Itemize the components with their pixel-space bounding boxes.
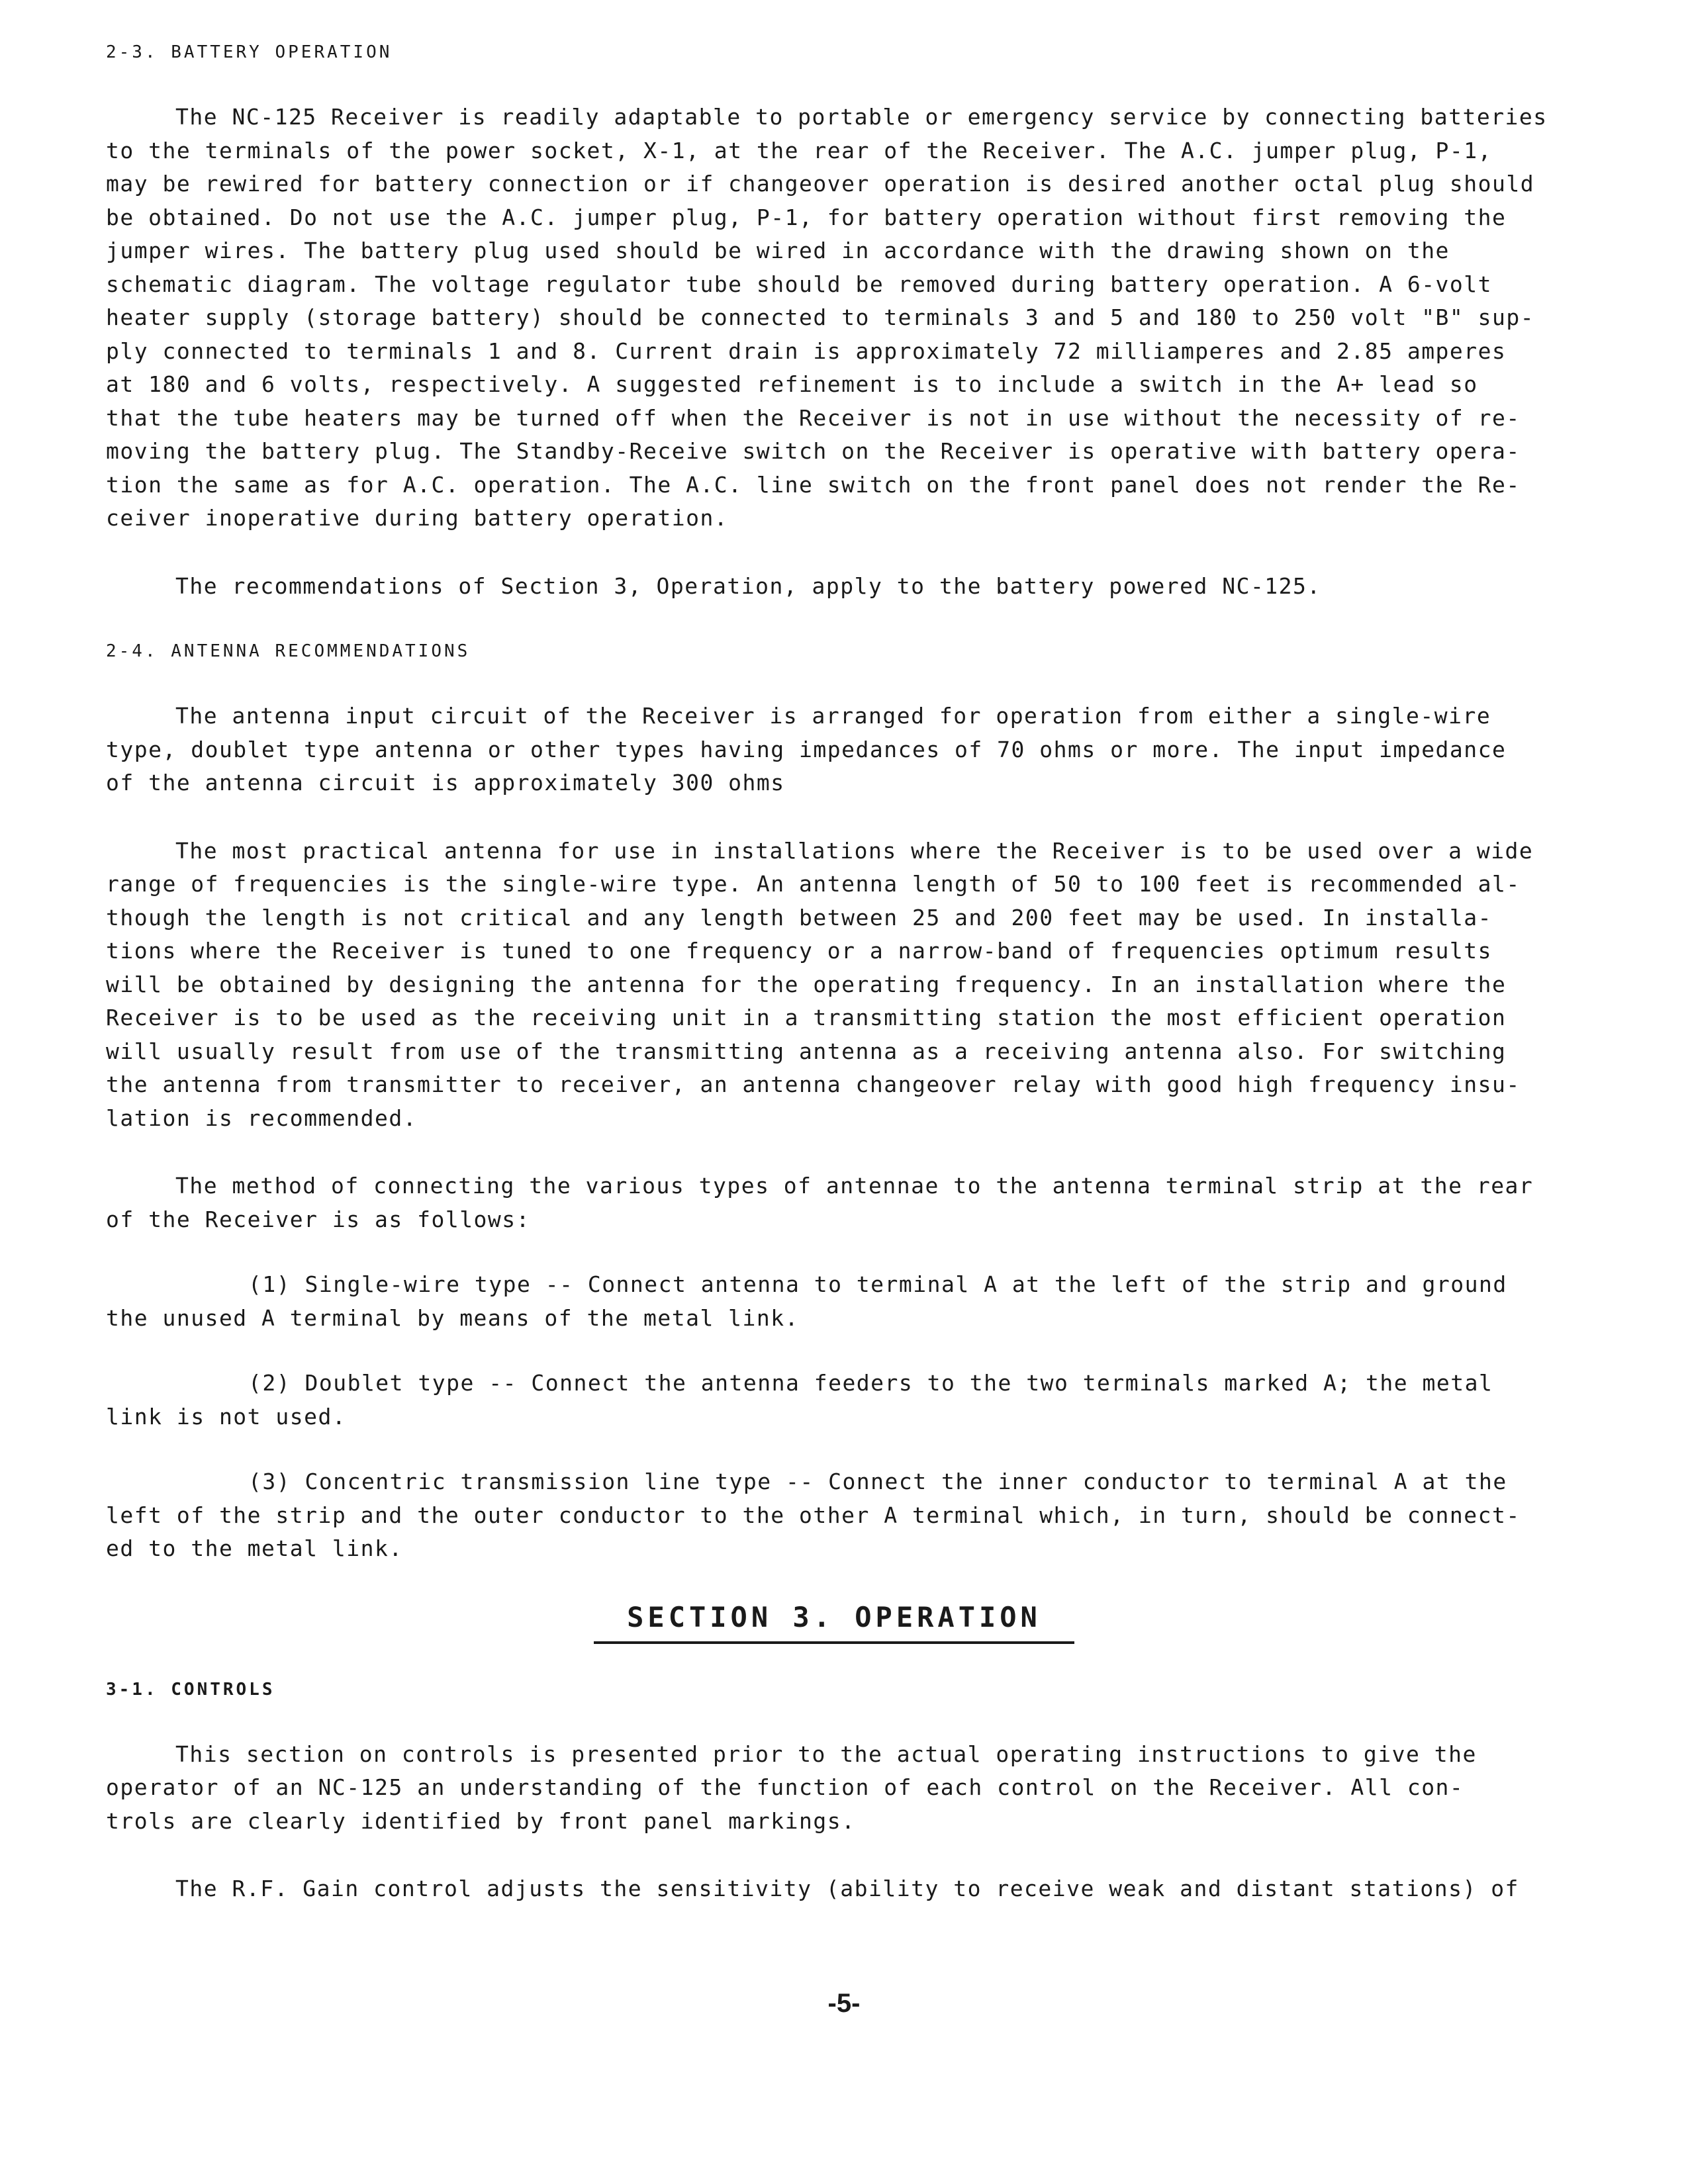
- paragraph-battery-operation: The NC-125 Receiver is readily adaptable to portable or emergency service by connecting batteries to the terminals of the power socket, X-1, at the rear of the Receiver. The A.C. jumper plug, P-1, may be rewired for battery connection or if changeover operation is desired another octal plug should be obtained. Do not use the A.C. jumper plug, P-1, for battery operation without first removing the jumper wires. The battery plug used should be wired in accordance with the drawing shown on the schematic diagram. The voltage regulator tube should be removed during battery operation. A 6-volt heater supply (storage battery) should be connected to terminals 3 and 5 and 180 to 250 volt "B" sup- ply connected to terminals 1 and 8. Current drain is approximately 72 milliamperes and 2.85 amperes at 180 and 6 volts, respectively. A suggested refinement is to include a switch in the A+ lead so that the tube heaters may be turned off when the Receiver is not in use without the necessity of re- moving the battery plug. The Standby-Receive switch on the Receiver is operative with battery opera- tion the same as for A.C. operation. The A.C. line switch on the front panel does not render the Re- ceiver inoperative during battery operation.: [106, 104, 1548, 531]
- list-item-doublet: (2) Doublet type -- Connect the antenna feeders to the two terminals marked A; the metal link is not used.: [106, 1370, 1493, 1430]
- paragraph-antenna-method: The method of connecting the various types of antennae to the antenna terminal strip at the rear of the Receiver is as follows:: [106, 1173, 1534, 1232]
- heading-battery-operation: 2-3. BATTERY OPERATION: [106, 42, 393, 62]
- paragraph-antenna-input: The antenna input circuit of the Receiver is arranged for operation from either a single-wire type, doublet type antenna or other types having impedances of 70 ohms or more. The input impedance of the antenna circuit is approximately 300 ohms: [106, 703, 1507, 796]
- heading-controls: 3-1. CONTROLS: [106, 1679, 275, 1700]
- paragraph-controls-intro: This section on controls is presented prior to the actual operating instructions to give the operator of an NC-125 an understanding of the function of each control on the Receiver. All con- trols are clearly identified by front panel markings.: [106, 1741, 1477, 1834]
- heading-antenna-recommendations: 2-4. ANTENNA RECOMMENDATIONS: [106, 641, 471, 661]
- paragraph-battery-recommendations: The recommendations of Section 3, Operation, apply to the battery powered NC-125.: [175, 572, 1321, 599]
- section-title-text: SECTION 3. OPERATION: [594, 1598, 1074, 1644]
- paragraph-rf-gain: The R.F. Gain control adjusts the sensitivity (ability to receive weak and distant stations) of: [175, 1876, 1519, 1901]
- list-item-concentric: (3) Concentric transmission line type -- Connect the inner conductor to terminal A at the left of the strip and the outer conductor to the other A terminal which, in turn, should be connect- ed to the metal link.: [106, 1469, 1521, 1561]
- section-title-operation: [106, 1598, 1562, 1644]
- page-number: -5-: [827, 1989, 861, 2018]
- list-item-single-wire: (1) Single-wire type -- Connect antenna to terminal A at the left of the strip and ground the unused A terminal by means of the metal link.: [106, 1271, 1507, 1331]
- paragraph-antenna-practical: The most practical antenna for use in installations where the Receiver is to be used over a wide range of frequencies is the single-wire type. An antenna length of 50 to 100 feet is recommended al- though the length is not critical and any length between 25 and 200 feet may be used. In installa- tions where the Receiver is tuned to one frequency or a narrow-band of frequencies optimum results will be obtained by designing the antenna for the operating frequency. In an installation where the Receiver is to be used as the receiving unit in a transmitting station the most efficient operation will usually result from use of the transmitting antenna as a receiving antenna also. For switching the antenna from transmitter to receiver, an antenna changeover relay with good high frequency insu- lation is recommended.: [106, 837, 1534, 1131]
- document-page: [106, 38, 1562, 1906]
